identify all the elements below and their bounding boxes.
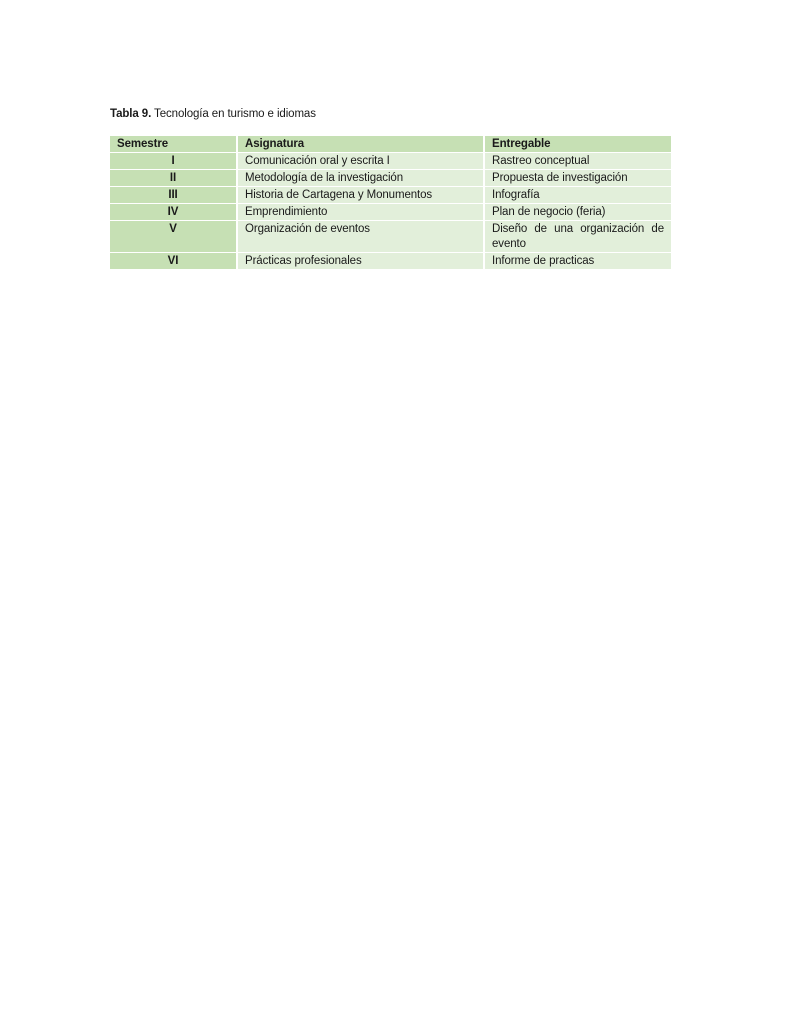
subjects-table — [110, 135, 671, 270]
table-caption-label: Tabla 9. — [110, 108, 152, 120]
table-caption — [110, 108, 316, 120]
table-row — [110, 221, 671, 252]
cell-semestre: V — [110, 221, 238, 252]
cell-entregable: Propuesta de investigación — [485, 170, 671, 186]
cell-asignatura: Organización de eventos — [238, 221, 485, 252]
cell-asignatura: Metodología de la investigación — [238, 170, 485, 186]
table-caption-text: Tecnología en turismo e idiomas — [151, 108, 316, 120]
cell-entregable: Rastreo conceptual — [485, 153, 671, 169]
table-row — [110, 204, 671, 220]
cell-semestre: II — [110, 170, 238, 186]
table-row — [110, 187, 671, 203]
cell-entregable: Infografía — [485, 187, 671, 203]
cell-semestre: IV — [110, 204, 238, 220]
cell-asignatura: Prácticas profesionales — [238, 253, 485, 269]
cell-asignatura: Emprendimiento — [238, 204, 485, 220]
table-header-row — [110, 136, 671, 152]
cell-entregable: Informe de practicas — [485, 253, 671, 269]
table-row — [110, 153, 671, 169]
cell-asignatura: Historia de Cartagena y Monumentos — [238, 187, 485, 203]
header-asignatura: Asignatura — [238, 136, 485, 152]
header-semestre: Semestre — [110, 136, 238, 152]
cell-semestre: III — [110, 187, 238, 203]
header-entregable: Entregable — [485, 136, 671, 152]
cell-semestre: I — [110, 153, 238, 169]
table-row — [110, 170, 671, 186]
cell-entregable: Diseño de una organización de evento — [485, 221, 671, 252]
cell-semestre: VI — [110, 253, 238, 269]
cell-entregable: Plan de negocio (feria) — [485, 204, 671, 220]
cell-asignatura: Comunicación oral y escrita I — [238, 153, 485, 169]
table-row — [110, 253, 671, 269]
